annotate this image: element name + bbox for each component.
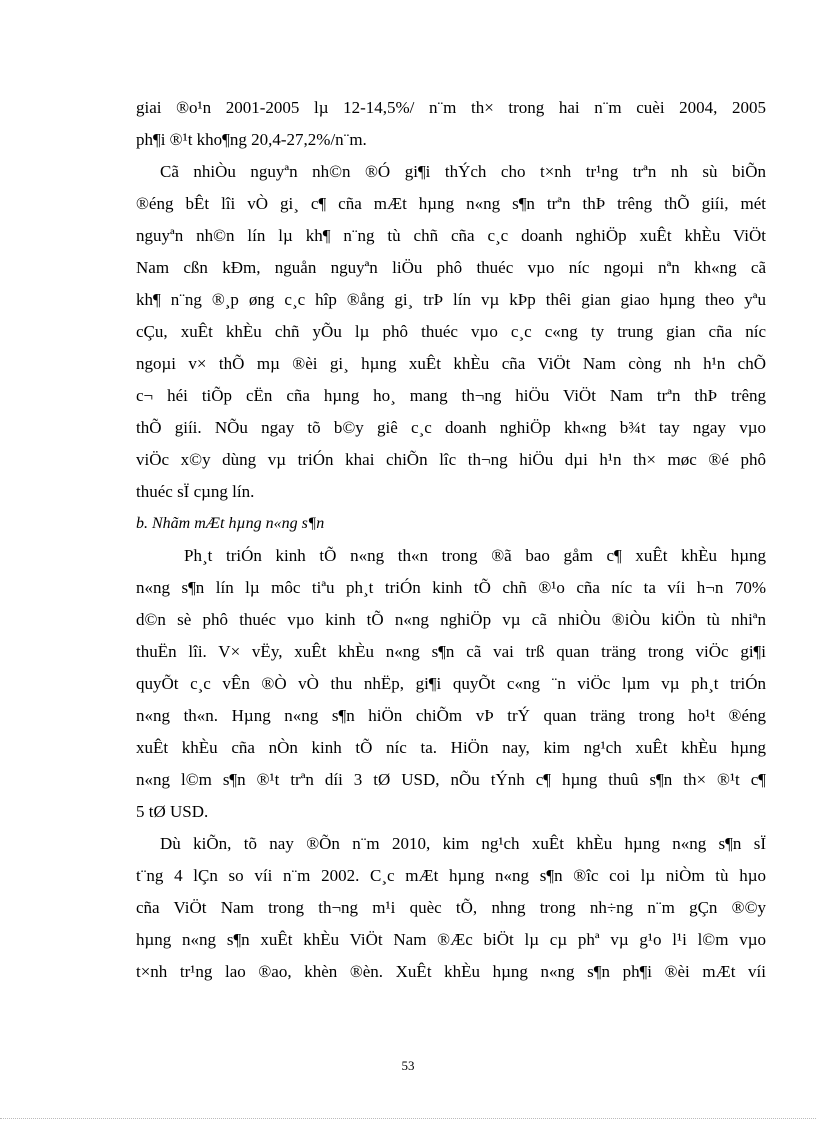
text-line: c¬ héi tiÕp cËn cña hµng ho¸ mang th¬ng hiÖu ViÖt Nam trªn thÞ trêng [136,386,766,405]
section-heading: b. Nhãm mÆt hµng n«ng s¶n [136,515,325,532]
text-line: t×nh tr¹ng lao ®ao, khèn ®èn. XuÊt khÈu hµng n«ng s¶n ph¶i ®èi mÆt víi [136,962,766,981]
text-line: n«ng l©m s¶n ®¹t trªn díi 3 tØ USD, nÕu tÝnh c¶ hµng thuû s¶n th× ®¹t c¶ [136,770,766,789]
text-line: kh¶ n¨ng ®¸p øng c¸c hîp ®ång gi¸ trÞ lín vµ kÞp thêi gian giao hµng theo yªu [136,290,766,309]
text-line: viÖc x©y dùng vµ triÓn khai chiÕn lîc th¬ng hiÖu dµi h¹n th× møc ®é phô [136,450,766,469]
text-line: n«ng s¶n lín lµ môc tiªu ph¸t triÓn kinh tÕ chñ ®¹o cña níc ta víi h¬n 70% [136,578,766,597]
text-line: Cã nhiÒu nguyªn nh©n ®Ó gi¶i thÝch cho t×nh tr¹ng trªn nh sù biÕn [160,162,766,181]
text-line: thuéc sÏ cµng lín. [136,482,255,501]
page-border-dots [0,1118,816,1119]
text-line: t¨ng 4 lÇn so víi n¨m 2002. C¸c mÆt hµng n«ng s¶n ®îc coi lµ niÒm tù hµo [136,866,766,885]
page-number: 53 [401,1058,415,1073]
text-line: xuÊt khÈu cña nÒn kinh tÕ níc ta. HiÖn nay, kim ng¹ch xuÊt khÈu hµng [136,738,766,757]
text-line: thuËn lîi. V× vËy, xuÊt khÈu n«ng s¶n cã vai trß quan träng trong viÖc gi¶i [136,642,766,661]
text-line: cña ViÖt Nam trong th¬ng m¹i quèc tÕ, nhng trong nh÷ng n¨m gÇn ®©y [136,898,766,917]
text-line: nguyªn nh©n lín lµ kh¶ n¨ng tù chñ cña c¸c doanh nghiÖp xuÊt khÈu ViÖt [136,226,766,245]
text-line: Dù kiÕn, tõ nay ®Õn n¨m 2010, kim ng¹ch xuÊt khÈu hµng n«ng s¶n sÏ [160,834,766,853]
text-line: 5 tØ USD. [136,802,209,821]
text-line: Ph¸t triÓn kinh tÕ n«ng th«n trong ®ã bao gåm c¶ xuÊt khÈu hµng [184,546,766,565]
text-line: hµng n«ng s¶n xuÊt khÈu ViÖt Nam ®Æc biÖt lµ cµ phª vµ g¹o l¹i l©m vµo [136,930,766,949]
text-line: ngoµi v× thÕ mµ ®èi gi¸ hµng xuÊt khÈu cña ViÖt Nam còng nh h¹n chÕ [136,354,766,373]
text-line: ph¶i ®¹t kho¶ng 20,4-27,2%/n¨m. [136,130,367,149]
text-line: quyÕt c¸c vÊn ®Ò vÒ thu nhËp, gi¶i quyÕt c«ng ¨n viÖc lµm vµ ph¸t triÓn [136,674,766,693]
text-line: Nam cßn kÐm, nguån nguyªn liÖu phô thuéc vµo níc ngoµi nªn kh«ng cã [136,258,766,277]
text-line: n«ng th«n. Hµng n«ng s¶n hiÖn chiÕm vÞ trÝ quan träng trong ho¹t ®éng [136,706,766,725]
text-line: thÕ giíi. NÕu ngay tõ b©y giê c¸c doanh nghiÖp kh«ng b¾t tay ngay vµo [136,418,766,437]
text-line: cÇu, xuÊt khÈu chñ yÕu lµ phô thuéc vµo c¸c c«ng ty trung gian cña níc [136,322,766,341]
text-line: giai ®o¹n 2001-2005 lµ 12-14,5%/ n¨m th× trong hai n¨m cuèi 2004, 2005 [136,98,766,117]
text-line: d©n sè phô thuéc vµo kinh tÕ n«ng nghiÖp vµ cã nhiÒu ®iÒu kiÖn tù nhiªn [136,610,766,629]
body-text [136,92,766,988]
text-line: ®éng bÊt lîi vÒ gi¸ c¶ cña mÆt hµng n«ng s¶n trªn thÞ trêng thÕ giíi, mét [136,194,766,213]
